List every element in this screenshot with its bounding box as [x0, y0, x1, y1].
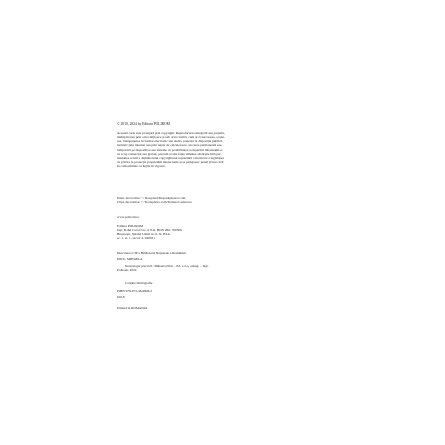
- classification-text: 616.8: [117, 295, 125, 299]
- legal-line: misiunea scrisă a deținătorului copyrightului reprezintă o încălcare a legislației: [117, 155, 224, 160]
- publisher-website: [117, 215, 332, 219]
- cip-header-text: Descrierea CIP a Bibliotecii Naționale a României:: [117, 251, 187, 255]
- isbn-text: ISBN 978-973-46-9846-2: [117, 289, 153, 293]
- cip-notes: [117, 281, 332, 285]
- cip-notes-text: Conține bibliografie: [125, 281, 153, 285]
- address-line: București, Splaiul Unirii nr. 6, bl. B3A,: [117, 232, 171, 237]
- legal-line: inclusiv prin internet sau prin rețele de calculatoare, stocarea permanentă sau: [117, 143, 222, 148]
- legal-line: multiplicarea prin orice mijloace și sub orice formă, cum ar fi xeroxarea, scane-: [117, 135, 226, 140]
- legal-line: Această carte este protejată prin copyright. Reproducerea integrală sau parțială,: [117, 131, 225, 135]
- legal-notice: [117, 131, 332, 168]
- cip-author-text: DICU, MIHAELA: [117, 257, 143, 261]
- printed-in: [117, 306, 332, 310]
- legal-line: temporară pe dispozitive sau sisteme cu posibilitatea recuperării informațiilor,: [117, 147, 223, 152]
- publisher-address: [117, 224, 332, 241]
- copyright-text: © 2010, 2024 by Editura POLIROM: [117, 122, 170, 126]
- website-text: www.polirom.ro: [117, 215, 140, 219]
- address-line: Iași, B-dul Carol I nr. 4; P.O. BOX 266, 700506: [117, 228, 182, 233]
- publisher-name: Editura POLIROM: [117, 224, 144, 228]
- credit-line: Clipe decorative: © Stockphoto.com/Tetiana Lazunova: [117, 200, 192, 205]
- cip-title: [117, 264, 332, 272]
- classification: [117, 295, 332, 299]
- address-line: sc. 1, et. 1, sector 4, 040031: [117, 236, 155, 241]
- cip-place-text: Polirom, 2024: [117, 268, 137, 273]
- isbn: [117, 289, 332, 293]
- image-credits: [117, 196, 332, 204]
- legal-line: în conformitate cu legile în vigoare.: [117, 164, 166, 169]
- cip-author: [117, 257, 332, 261]
- legal-line: cu privire la protecția proprietății intelectuale și se pedepsesc penal și/sau civil: [117, 159, 224, 164]
- copyright-line: [117, 122, 332, 126]
- printed-text: Printed in ROMANIA: [117, 306, 148, 310]
- cip-header: [117, 251, 332, 255]
- legal-line: rea, transpunerea în format electronic sau audio, punerea la dispoziția publică,: [117, 139, 223, 144]
- legal-line: cu scop comercial sau gratuit, precum și alte fapte similare săvârșite fără per-: [117, 151, 222, 156]
- cip-title-text: Neurologie practică / Mihaela Dicu – Ed. a 2-a, adaug. – Iași:: [125, 264, 209, 268]
- credit-line: Ilustr. decorative: © Rawpixel/Depositphotos.com: [117, 196, 186, 200]
